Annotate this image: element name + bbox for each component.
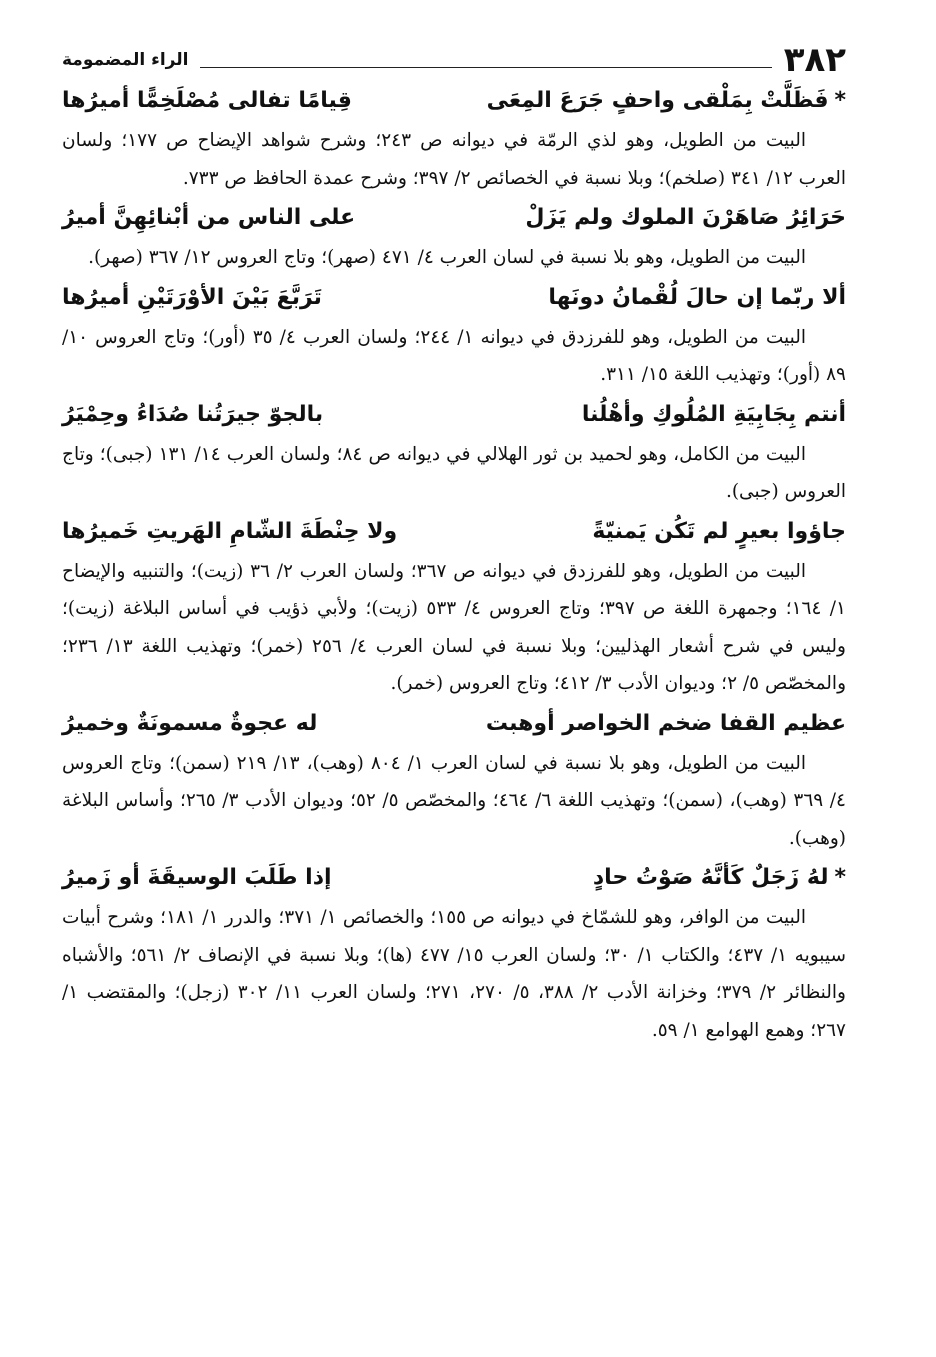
verse-note: البيت من الطويل، وهو لذي الرمّة في ديوانه ص ٢٤٣؛ وشرح شواهد الإيضاح ص ١٧٧؛ ولسان العرب ١٢/ ٣٤١ (صلخم)؛ وبلا نسبة في الخصائص ٢/ ٣٩٧؛ وشرح عمدة الحافظ ص ٧٣٣. bbox=[62, 130, 846, 189]
verse-entry bbox=[62, 394, 846, 511]
header-rule bbox=[200, 66, 771, 68]
verse-second-hemistich: على الناس من أبْنائِهِنَّ أميرُ bbox=[62, 205, 356, 230]
verse-note: البيت من الطويل، وهو للفرزدق في ديوانه ص ٣٦٧؛ ولسان العرب ٢/ ٣٦ (زيت)؛ والتنبيه والإيضاح ١/ ١٦٤؛ وجمهرة اللغة ص ٣٩٧؛ وتاج العروس ٤/ ٥٣٣ (زيت)؛ ولأبي ذؤيب في أساس البلاغة (زيت)؛ وليس في شرح أشعار الهذليين؛ وبلا نسبة في لسان العرب ٤/ ٢٥٦ (خمر)؛ وتهذيب اللغة ١٣/ ٢٣٦؛ والمخصّص ٥/ ٢؛ وديوان الأدب ٣/ ٤١٢؛ وتاج العروس (خمر). bbox=[62, 560, 846, 694]
verse-line bbox=[62, 394, 846, 436]
verse-line bbox=[62, 80, 846, 122]
star-marker: * bbox=[834, 865, 846, 890]
verse-entry bbox=[62, 703, 846, 858]
page-header bbox=[62, 40, 846, 80]
verse-note: البيت من الطويل، وهو بلا نسبة في لسان العرب ٤/ ٤٧١ (صهر)؛ وتاج العروس ١٢/ ٣٦٧ (صهر). bbox=[88, 247, 806, 268]
verse-line bbox=[62, 857, 846, 899]
verse-first-hemistich: عظيم القفا ضخم الخواصر أوهبت bbox=[485, 710, 846, 736]
verse-first-hemistich: ألا ربّما إن حالَ لُقْمانُ دونَها bbox=[548, 284, 846, 310]
verse-note: البيت من الكامل، وهو لحميد بن ثور الهلالي في ديوانه ص ٨٤؛ ولسان العرب ١٤/ ١٣١ (جبى)؛ وتاج العروس (جبى). bbox=[62, 443, 846, 502]
verse-first-hemistich: جاؤوا بعيرٍ لم تَكُن يَمنيّةً bbox=[592, 518, 846, 544]
page-number: ٣٨٢ bbox=[783, 40, 846, 80]
star-marker: * bbox=[834, 88, 846, 113]
verse-second-hemistich: بالجوّ جيرَتُنا صُدَاءُ وحِمْيَرُ bbox=[62, 401, 324, 427]
verse-note: البيت من الطويل، وهو للفرزدق في ديوانه ١/ ٢٤٤؛ ولسان العرب ٤/ ٣٥ (أور)؛ وتاج العروس ١٠/ ٨٩ (أور)؛ وتهذيب اللغة ١٥/ ٣١١. bbox=[62, 326, 846, 385]
verse-note: البيت من الوافر، وهو للشمّاخ في ديوانه ص ١٥٥؛ والخصائص ١/ ٣٧١؛ والدرر ١/ ١٨١؛ وشرح أبيات سيبويه ١/ ٤٣٧؛ والكتاب ١/ ٣٠؛ ولسان العرب ١٥/ ٤٧٧ (ها)؛ وبلا نسبة في الإنصاف ٢/ ٥٦١؛ والأشباه والنظائر ٢/ ٣٧٩؛ وخزانة الأدب ٢/ ٣٨٨، ٥/ ٢٧٠، ٢٧١؛ ولسان العرب ١١/ ٣٠٢ (زجل)؛ والمقتضب ١/ ٢٦٧؛ وهمع الهوامع ١/ ٥٩. bbox=[62, 907, 846, 1041]
verse-second-hemistich: له عجوةٌ مسمونَةٌ وخميرُ bbox=[62, 710, 318, 736]
verse-entry bbox=[62, 80, 846, 197]
verse-line bbox=[62, 511, 846, 553]
verse-line bbox=[62, 197, 846, 239]
verse-note: البيت من الطويل، وهو بلا نسبة في لسان العرب ١/ ٨٠٤ (وهب)، ١٣/ ٢١٩ (سمن)؛ وتاج العروس ٤/ ٣٦٩ (وهب)، (سمن)؛ وتهذيب اللغة ٦/ ٤٦٤؛ والمخصّص ٥/ ٥٢؛ وديوان الأدب ٣/ ٢٦٥؛ وأساس البلاغة (وهب). bbox=[62, 752, 846, 849]
verse-second-hemistich: ولا حِنْطَةَ الشّامِ الهَريتِ خَميرُها bbox=[62, 518, 398, 544]
verse-entry bbox=[62, 197, 846, 277]
verse-first-hemistich: *فَظَلَّتْ بِمَلْقى واحفٍ جَرَعَ المِعَى bbox=[486, 88, 846, 113]
running-title: الراء المضمومة bbox=[62, 50, 189, 70]
verse-first-hemistich: أنتم بِجَابِيَةِ المُلُوكِ وأهْلُنا bbox=[581, 401, 846, 427]
book-page bbox=[62, 40, 846, 1049]
verse-first-hemistich: حَرَائِرُ صَاهَرْنَ الملوك ولم يَزَلْ bbox=[525, 205, 846, 230]
verse-entry bbox=[62, 857, 846, 1049]
verse-line bbox=[62, 277, 846, 319]
verse-first-hemistich: *لهُ زَجَلٌ كَأنَّهُ صَوْتُ حادٍ bbox=[592, 865, 846, 890]
verse-line bbox=[62, 703, 846, 745]
verse-entry bbox=[62, 277, 846, 394]
verse-entry bbox=[62, 511, 846, 703]
verse-second-hemistich: قِيامًا تفالى مُصْلَخِمًّا أميرُها bbox=[62, 88, 352, 113]
verse-second-hemistich: إذا طَلَبَ الوسيقَةَ أو زَميرُ bbox=[62, 865, 332, 890]
verse-second-hemistich: تَرَبَّعَ بَيْنَ الأوْرَتَيْنِ أميرُها bbox=[62, 284, 322, 310]
